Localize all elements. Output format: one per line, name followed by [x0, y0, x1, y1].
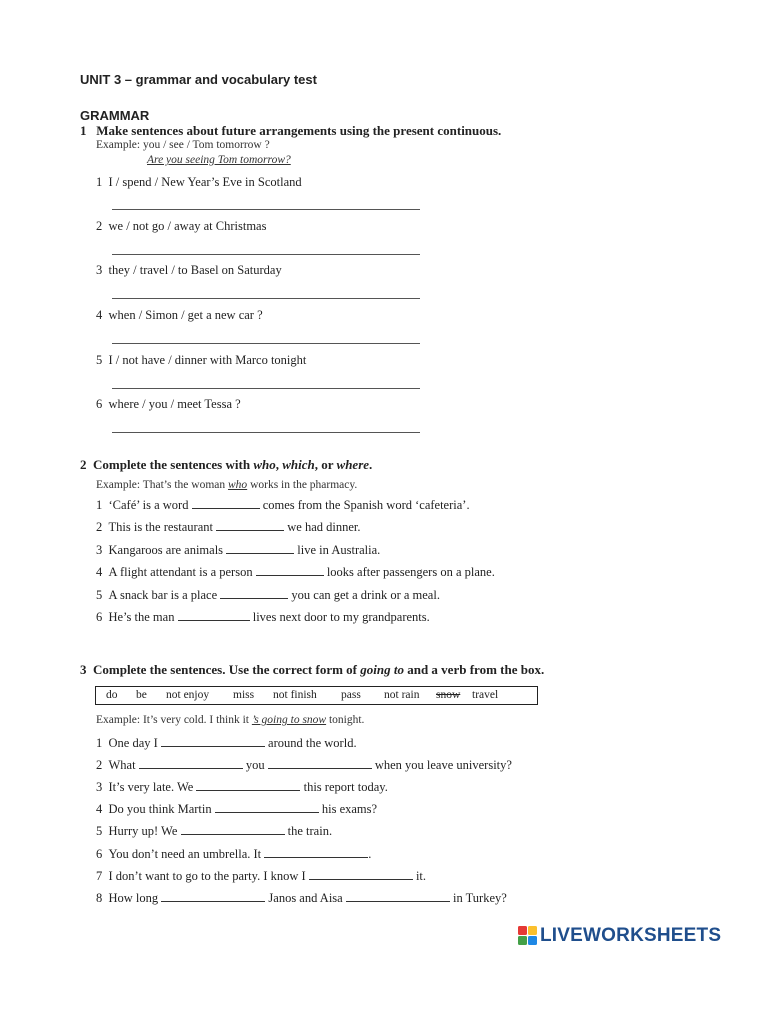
section-heading-grammar: GRAMMAR — [80, 108, 150, 123]
item-number: 3 — [96, 780, 103, 794]
ex3-example-a: Example: It’s very cold. I think it — [96, 714, 252, 726]
blank-input[interactable] — [178, 609, 250, 621]
item-number: 2 — [96, 219, 103, 233]
ex3-instr-a: Complete the sentences. Use the correct form of — [93, 662, 361, 677]
ex2-sep1: , — [275, 457, 283, 472]
item-text-a: ‘Café’ is a word — [108, 498, 189, 512]
item-text-b: Janos and Aisa — [268, 891, 343, 905]
box-word: not enjoy — [166, 689, 210, 701]
blank-input[interactable] — [256, 564, 324, 576]
blank-input[interactable] — [161, 890, 265, 902]
blank-input[interactable] — [309, 868, 413, 880]
item-text-b: you can get a drink or a meal. — [291, 588, 440, 602]
item-number: 5 — [96, 588, 103, 602]
ex2-sep2: , or — [314, 457, 337, 472]
ex2-item-4 — [96, 564, 495, 580]
ex3-example-word: ’s going to snow — [251, 714, 327, 726]
item-number: 2 — [96, 758, 103, 772]
item-number: 4 — [96, 308, 103, 322]
ex2-item-1 — [96, 497, 470, 513]
ex3-instr-em: going to — [360, 662, 404, 677]
blank-input[interactable] — [264, 846, 368, 858]
item-text-a: What — [108, 758, 136, 772]
blank-input[interactable] — [346, 890, 450, 902]
ex1-answer-line-4[interactable] — [112, 343, 420, 344]
item-text-b: lives next door to my grandparents. — [252, 610, 430, 624]
item-text-c: when you leave university? — [374, 758, 512, 772]
ex2-word-where: where — [336, 457, 370, 472]
ex3-example-b: tonight. — [326, 714, 365, 726]
item-text-a: One day I — [108, 736, 158, 750]
ex3-item-1 — [96, 735, 357, 751]
item-text: when / Simon / get a new car ? — [108, 308, 263, 322]
item-number: 7 — [96, 869, 103, 883]
blank-input[interactable] — [215, 801, 319, 813]
blank-input[interactable] — [139, 757, 243, 769]
item-text-a: Hurry up! We — [108, 824, 178, 838]
ex1-item-6 — [96, 397, 241, 412]
ex2-example-word: who — [228, 479, 248, 491]
item-text-a: I don’t want to go to the party. I know I — [108, 869, 306, 883]
blank-input[interactable] — [161, 735, 265, 747]
item-text: we / not go / away at Christmas — [108, 219, 267, 233]
item-text: they / travel / to Basel on Saturday — [108, 263, 282, 277]
box-word: not rain — [384, 689, 420, 701]
ex2-number: 2 — [80, 457, 87, 472]
liveworksheets-logo-text: LIVEWORKSHEETS — [540, 925, 722, 946]
ex3-instr-b: and a verb from the box. — [403, 662, 545, 677]
blank-input[interactable] — [216, 519, 284, 531]
item-number: 3 — [96, 263, 103, 277]
item-text-a: He’s the man — [108, 610, 175, 624]
ex3-instruction — [80, 662, 544, 678]
item-text-a: How long — [108, 891, 159, 905]
ex1-answer-line-2[interactable] — [112, 254, 420, 255]
ex1-item-2 — [96, 219, 266, 234]
item-number: 6 — [96, 610, 103, 624]
item-number: 1 — [96, 175, 103, 189]
blank-input[interactable] — [226, 542, 294, 554]
blank-input[interactable] — [220, 587, 288, 599]
ex2-example-b: works in the pharmacy. — [247, 479, 358, 491]
ex1-answer-line-1[interactable] — [112, 209, 420, 210]
ex3-number: 3 — [80, 662, 87, 677]
blank-input[interactable] — [196, 779, 300, 791]
item-number: 8 — [96, 891, 103, 905]
item-number: 5 — [96, 824, 103, 838]
item-text-b: this report today. — [303, 780, 388, 794]
item-number: 6 — [96, 847, 103, 861]
ex1-instruction-text: Make sentences about future arrangements using the present continuous. — [96, 123, 502, 138]
ex1-item-4 — [96, 308, 263, 323]
ex3-item-5 — [96, 823, 332, 839]
box-word: pass — [341, 689, 361, 701]
blank-input[interactable] — [181, 823, 285, 835]
item-number: 6 — [96, 397, 103, 411]
ex1-example-prompt: Example: you / see / Tom tomorrow ? — [96, 139, 270, 151]
item-text-a: A snack bar is a place — [108, 588, 218, 602]
item-number: 4 — [96, 802, 103, 816]
item-number: 2 — [96, 520, 103, 534]
item-text: I / spend / New Year’s Eve in Scotland — [108, 175, 302, 189]
ex1-item-3 — [96, 263, 282, 278]
ex3-item-7 — [96, 868, 426, 884]
ex2-example — [96, 479, 357, 491]
item-text-b: . — [368, 847, 372, 861]
item-text-a: This is the restaurant — [108, 520, 213, 534]
item-text-b: looks after passengers on a plane. — [326, 565, 495, 579]
item-text-a: It’s very late. We — [108, 780, 194, 794]
ex2-item-3 — [96, 542, 380, 558]
ex1-number: 1 — [80, 123, 87, 138]
ex1-item-1 — [96, 175, 302, 190]
item-text-b: live in Australia. — [297, 543, 381, 557]
ex3-example — [96, 714, 364, 726]
item-text-a: You don’t need an umbrella. It — [108, 847, 262, 861]
item-text-b: comes from the Spanish word ‘cafeteria’. — [262, 498, 470, 512]
item-text-a: Do you think Martin — [108, 802, 212, 816]
ex1-example-answer: Are you seeing Tom tomorrow? — [147, 154, 291, 166]
ex2-item-5 — [96, 587, 440, 603]
item-text-a: Kangaroos are animals — [108, 543, 224, 557]
ex2-word-which: which — [282, 457, 315, 472]
item-text: where / you / meet Tessa ? — [108, 397, 241, 411]
ex2-item-2 — [96, 519, 361, 535]
item-text-b: we had dinner. — [287, 520, 361, 534]
ex2-word-who: who — [253, 457, 276, 472]
ex3-item-3 — [96, 779, 388, 795]
liveworksheets-logo-icon — [518, 926, 538, 946]
item-text-b: around the world. — [268, 736, 357, 750]
ex1-instruction — [80, 123, 501, 139]
item-number: 4 — [96, 565, 103, 579]
item-number: 5 — [96, 353, 103, 367]
box-word: do — [106, 689, 118, 701]
item-text-b: the train. — [287, 824, 333, 838]
item-text-b: it. — [415, 869, 427, 883]
ex3-item-6 — [96, 846, 371, 862]
item-number: 1 — [96, 736, 103, 750]
word-box — [95, 686, 538, 705]
blank-input[interactable] — [268, 757, 372, 769]
ex3-item-2 — [96, 757, 512, 773]
ex2-example-a: Example: That’s the woman — [96, 479, 229, 491]
box-word-crossed: snow — [436, 689, 461, 701]
ex1-answer-line-6[interactable] — [112, 432, 420, 433]
box-word: not finish — [273, 689, 317, 701]
ex1-answer-line-5[interactable] — [112, 388, 420, 389]
box-word: miss — [233, 689, 255, 701]
ex2-instr-text: Complete the sentences with — [93, 457, 254, 472]
item-number: 1 — [96, 498, 103, 512]
item-text-b: his exams? — [321, 802, 378, 816]
page-title: UNIT 3 – grammar and vocabulary test — [80, 72, 317, 87]
ex3-item-8 — [96, 890, 507, 906]
ex2-item-6 — [96, 609, 430, 625]
item-text-c: in Turkey? — [452, 891, 507, 905]
box-word: be — [136, 689, 147, 701]
item-text-a: A flight attendant is a person — [108, 565, 253, 579]
ex1-item-5 — [96, 353, 306, 368]
ex3-item-4 — [96, 801, 377, 817]
blank-input[interactable] — [192, 497, 260, 509]
ex2-end: . — [369, 457, 373, 472]
item-text-b: you — [245, 758, 265, 772]
item-text: I / not have / dinner with Marco tonight — [108, 353, 307, 367]
item-number: 3 — [96, 543, 103, 557]
ex1-answer-line-3[interactable] — [112, 298, 420, 299]
box-word: travel — [472, 689, 499, 701]
ex2-instruction — [80, 457, 372, 473]
